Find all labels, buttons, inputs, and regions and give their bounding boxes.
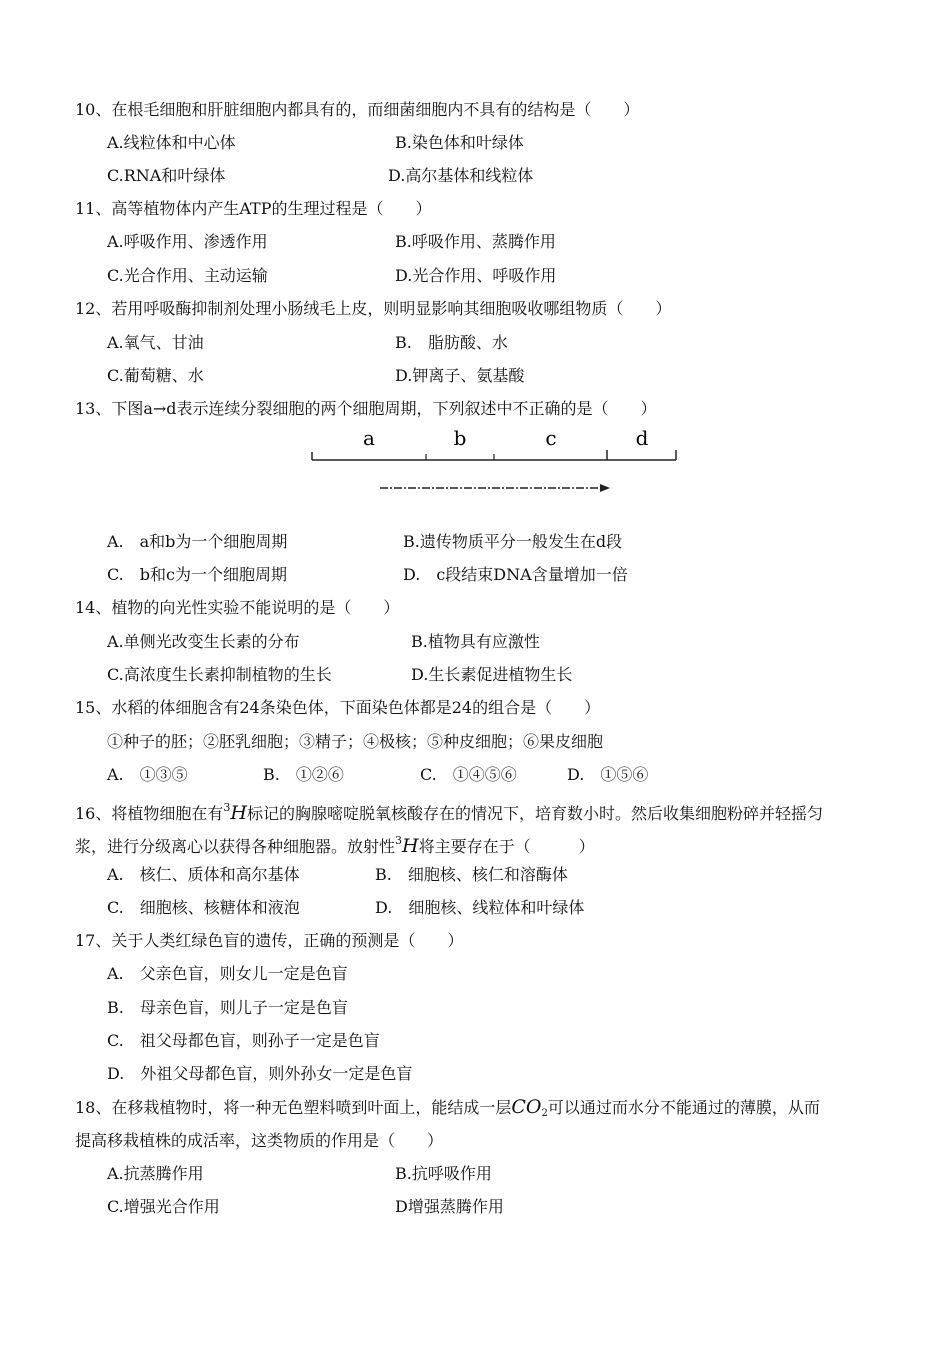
- q16-option-b: B. 细胞核、核仁和溶酶体: [375, 865, 568, 884]
- q10-option-a: A.线粒体和中心体: [107, 133, 236, 152]
- question-14-stem: 14、植物的向光性实验不能说明的是（ ）: [75, 598, 400, 617]
- q18-option-d: D增强蒸腾作用: [395, 1197, 504, 1216]
- q14-option-b: B.植物具有应激性: [411, 632, 540, 651]
- question-11-stem: 11、高等植物体内产生ATP的生理过程是（ ）: [75, 199, 432, 218]
- segment-label-b: b: [453, 426, 467, 450]
- q15-items: ①种子的胚；②胚乳细胞；③精子；④极核；⑤种皮细胞；⑥果皮细胞: [107, 732, 604, 751]
- q11-option-a: A.呼吸作用、渗透作用: [107, 232, 268, 251]
- q14-option-c: C.高浓度生长素抑制植物的生长: [107, 665, 332, 684]
- question-18-stem-line2: 提高移栽植株的成活率，这类物质的作用是（ ）: [75, 1131, 444, 1150]
- question-16-stem-line2: [75, 831, 595, 857]
- cell-cycle-diagram: [300, 420, 690, 500]
- segment-label-c: c: [545, 426, 557, 450]
- q11-option-d: D.光合作用、呼吸作用: [395, 266, 557, 285]
- q18-stem-part2: 可以通过而水分不能通过的薄膜，从而: [547, 1098, 820, 1117]
- q16-stem-part2: 标记的胸腺嘧啶脱氧核酸存在的情况下，培育数小时。然后收集细胞粉碎并轻摇匀: [246, 804, 823, 823]
- q10-option-d: D.高尔基体和线粒体: [388, 166, 534, 185]
- question-12-stem: 12、若用呼吸酶抑制剂处理小肠绒毛上皮，则明显影响其细胞吸收哪组物质（ ）: [75, 299, 672, 318]
- q16-option-c: C. 细胞核、核糖体和液泡: [107, 898, 300, 917]
- segment-label-a: a: [363, 426, 375, 450]
- q15-option-d: D. ①⑤⑥: [567, 765, 649, 784]
- q15-option-c: C. ①④⑤⑥: [420, 765, 517, 784]
- q11-option-b: B.呼吸作用、蒸腾作用: [395, 232, 556, 251]
- question-13-stem: 13、下图a→d表示连续分裂细胞的两个细胞周期，下列叙述中不正确的是（ ）: [75, 399, 657, 418]
- q14-option-d: D.生长素促进植物生长: [411, 665, 573, 684]
- question-16-stem-line1: [75, 798, 823, 824]
- q16-stem-part3: 浆，进行分级离心以获得各种细胞器。放射性: [75, 837, 396, 856]
- q17-option-d: D. 外祖父母都色盲，则外孙女一定是色盲: [107, 1064, 413, 1083]
- direction-arrow-head: [600, 484, 610, 492]
- q18-stem-part1: 18、在移栽植物时，将一种无色塑料喷到叶面上，能结成一层: [75, 1098, 512, 1117]
- q14-option-a: A.单侧光改变生长素的分布: [107, 632, 300, 651]
- question-15-stem: 15、水稻的体细胞含有24条染色体，下面染色体都是24的组合是（ ）: [75, 698, 601, 717]
- q12-option-c: C.葡萄糖、水: [107, 366, 204, 385]
- q18-co2-subscript: 2: [541, 1108, 548, 1119]
- q13-option-b: B.遗传物质平分一般发生在d段: [403, 532, 623, 551]
- q15-option-a: A. ①③⑤: [107, 765, 188, 784]
- q16-option-d: D. 细胞核、线粒体和叶绿体: [375, 898, 585, 917]
- q17-option-b: B. 母亲色盲，则儿子一定是色盲: [107, 998, 348, 1017]
- q10-option-b: B.染色体和叶绿体: [395, 133, 524, 152]
- q15-option-b: B. ①②⑥: [263, 765, 344, 784]
- q16-stem-part4: 将主要存在于（ ）: [418, 837, 595, 856]
- segment-label-d: d: [635, 426, 649, 450]
- q13-option-c: C. b和c为一个细胞周期: [107, 565, 287, 584]
- q17-option-a: A. 父亲色盲，则女儿一定是色盲: [107, 964, 348, 983]
- q12-option-b: B. 脂肪酸、水: [395, 333, 508, 352]
- q11-option-c: C.光合作用、主动运输: [107, 266, 268, 285]
- q16-option-a: A. 核仁、质体和高尔基体: [107, 865, 300, 884]
- q18-option-c: C.增强光合作用: [107, 1197, 220, 1216]
- q16-isotope-symbol-2: H: [402, 835, 419, 857]
- q12-option-a: A.氧气、甘油: [107, 333, 204, 352]
- question-17-stem: 17、关于人类红绿色盲的遗传，正确的预测是（ ）: [75, 931, 464, 950]
- question-18-stem-line1: [75, 1097, 820, 1124]
- q18-option-b: B.抗呼吸作用: [395, 1164, 492, 1183]
- q13-option-a: A. a和b为一个细胞周期: [107, 532, 288, 551]
- q17-option-c: C. 祖父母都色盲，则孙子一定是色盲: [107, 1031, 380, 1050]
- q10-option-c: C.RNA和叶绿体: [107, 166, 226, 185]
- q16-isotope-mass: 3: [223, 801, 231, 814]
- q18-co2-formula: CO: [511, 1096, 542, 1118]
- q18-option-a: A.抗蒸腾作用: [107, 1164, 204, 1183]
- q13-option-d: D. c段结束DNA含量增加一倍: [403, 565, 628, 584]
- q16-stem-part1: 16、将植物细胞在有: [75, 804, 224, 823]
- question-10-stem: 10、在根毛细胞和肝脏细胞内都具有的，而细菌细胞内不具有的结构是（ ）: [75, 100, 640, 119]
- q16-isotope-symbol: H: [230, 802, 247, 824]
- q12-option-d: D.钾离子、氨基酸: [395, 366, 525, 385]
- q16-isotope-mass-2: 3: [395, 834, 403, 847]
